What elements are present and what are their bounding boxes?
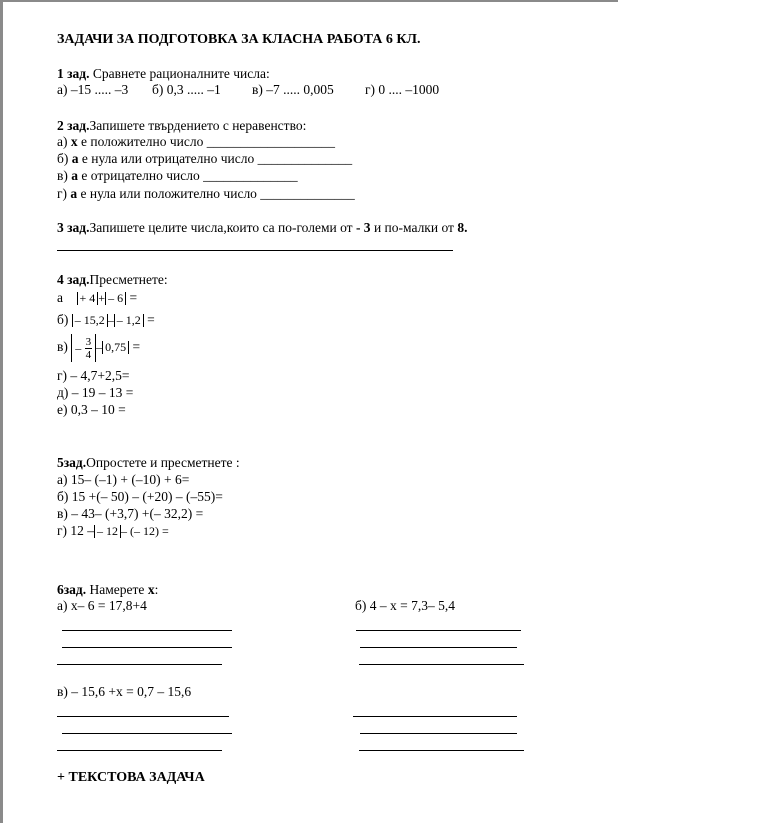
task6-b-answer-line-1 (356, 630, 521, 631)
task2-item-a-var: x (70, 134, 78, 149)
task2-item-b-text: е нула или отрицателно число ______________ (78, 151, 353, 166)
task2-item-g-label: г) (57, 186, 71, 201)
task3-lower-bound: - 3 (355, 220, 371, 235)
task2-item-a (57, 134, 335, 150)
task5-item-g-pre: г) 12 – (57, 523, 95, 538)
task2-item-g-var: a (70, 186, 78, 201)
task2-text: Запишете твърдението с неравенство: (89, 118, 307, 133)
task4-heading (57, 272, 168, 288)
task6-item-b: б) 4 – x = 7,3– 5,4 (355, 598, 455, 613)
task6-v2-answer-line-2 (360, 733, 517, 734)
task4-item-v-sign: – (75, 340, 82, 355)
task2-item-a-text: е положително число ___________________ (77, 134, 335, 149)
task4-number: 4 зад. (57, 272, 90, 287)
task1-item-b: б) 0,3 ..... –1 (152, 82, 221, 97)
task3-upper-bound: 8. (457, 220, 468, 235)
task4-item-a-eq: = (129, 290, 138, 305)
task3-number: 3 зад. (57, 220, 90, 235)
task4-item-b (57, 312, 155, 328)
task4-item-v-abs2: 0,75 (102, 341, 129, 354)
task5-item-g-abs: – 12 (94, 525, 121, 538)
task6-item-a: а) x– 6 = 17,8+4 (57, 598, 147, 613)
task2-item-a-label: а) (57, 134, 71, 149)
document-title: ЗАДАЧИ ЗА ПОДГОТОВКА ЗА КЛАСНА РАБОТА 6 КЛ. (57, 32, 421, 47)
task1-item-v: в) –7 ..... 0,005 (252, 82, 334, 97)
task1-item-g: г) 0 .... –1000 (365, 82, 440, 97)
task3-answer-line (57, 250, 453, 251)
task3-text-mid: и по-малки от (370, 220, 458, 235)
task5-item-g-post: – (– 12) = (121, 524, 169, 538)
task4-item-v-fraction (85, 336, 93, 361)
task5-heading (57, 455, 240, 471)
task2-item-b-label: б) (57, 151, 72, 166)
task6-a-answer-line-1 (62, 630, 232, 631)
task4-item-b-minus: – (107, 313, 114, 327)
task6-var: x (147, 582, 155, 597)
task4-item-v-eq: = (132, 339, 141, 354)
task6-b-answer-line-3 (359, 664, 524, 665)
task4-item-b-eq: = (147, 312, 155, 327)
task4-item-v (57, 333, 140, 362)
task4-item-a-label: а (57, 290, 63, 305)
task4-item-v-abs1 (71, 334, 96, 362)
task4-item-b-label: б) (57, 312, 69, 327)
task2-heading (57, 118, 306, 134)
task1-item-a: а) –15 ..... –3 (57, 82, 129, 97)
task5-text: Опростете и пресметнете : (86, 455, 240, 470)
task6-v-answer-line-1 (57, 716, 229, 717)
task5-item-b: б) 15 +(– 50) – (+20) – (–55)= (57, 489, 223, 504)
task2-item-b (57, 151, 352, 167)
task2-number: 2 зад. (57, 118, 90, 133)
task6-a-answer-line-2 (62, 647, 232, 648)
task6-colon: : (154, 582, 159, 597)
task5-item-g (57, 523, 169, 539)
task4-item-v-label: в) (57, 339, 68, 354)
task6-heading (57, 582, 158, 598)
task4-item-b-abs1: – 15,2 (72, 314, 108, 327)
task4-item-a-abs1: + 4 (77, 292, 99, 305)
task1-number: 1 зад. (57, 66, 90, 81)
task3-text: Запишете целите числа,които са по-големи от (89, 220, 356, 235)
task4-item-b-abs2: – 1,2 (114, 314, 144, 327)
task6-v-answer-line-2 (62, 733, 232, 734)
task1-text: Сравнете рационалните числа: (89, 66, 270, 81)
task5-item-v: в) – 43– (+3,7) +(– 32,2) = (57, 506, 204, 521)
task4-item-a (57, 290, 137, 306)
task6-a-answer-line-3 (57, 664, 222, 665)
task4-item-e: е) 0,3 – 10 = (57, 402, 126, 417)
task2-item-v-label: в) (57, 168, 72, 183)
task4-item-a-abs2: – 6 (105, 292, 126, 305)
task4-item-v-minus: – (96, 340, 103, 354)
task6-v2-answer-line-1 (353, 716, 517, 717)
task3-heading (57, 220, 467, 236)
task1-heading (57, 66, 270, 82)
task6-text: Намерете (86, 582, 148, 597)
task2-item-b-var: a (71, 151, 79, 166)
task6-v-answer-line-3 (57, 750, 222, 751)
task4-item-v-denominator: 4 (85, 349, 92, 362)
task4-item-a-plus: + (98, 291, 106, 305)
task4-item-g: г) – 4,7+2,5= (57, 368, 130, 383)
task2-item-g (57, 186, 355, 202)
task4-item-d: д) – 19 – 13 = (57, 385, 134, 400)
task2-item-g-text: е нула или положително число ______________ (77, 186, 355, 201)
task6-item-v: в) – 15,6 +x = 0,7 – 15,6 (57, 684, 192, 699)
task6-b-answer-line-2 (360, 647, 517, 648)
task6-v2-answer-line-3 (359, 750, 524, 751)
text-problem-footer: + ТЕКСТОВА ЗАДАЧА (57, 770, 205, 785)
task4-item-v-numerator: 3 (85, 336, 92, 349)
task2-item-v-var: a (71, 168, 78, 183)
task2-item-v-text: е отрицателно число ______________ (78, 168, 298, 183)
task4-text: Пресметнете: (89, 272, 168, 287)
task5-number: 5зад. (57, 455, 87, 470)
task2-item-v (57, 168, 298, 184)
task6-number: 6зад. (57, 582, 87, 597)
task5-item-a: а) 15– (–1) + (–10) + 6= (57, 472, 190, 487)
